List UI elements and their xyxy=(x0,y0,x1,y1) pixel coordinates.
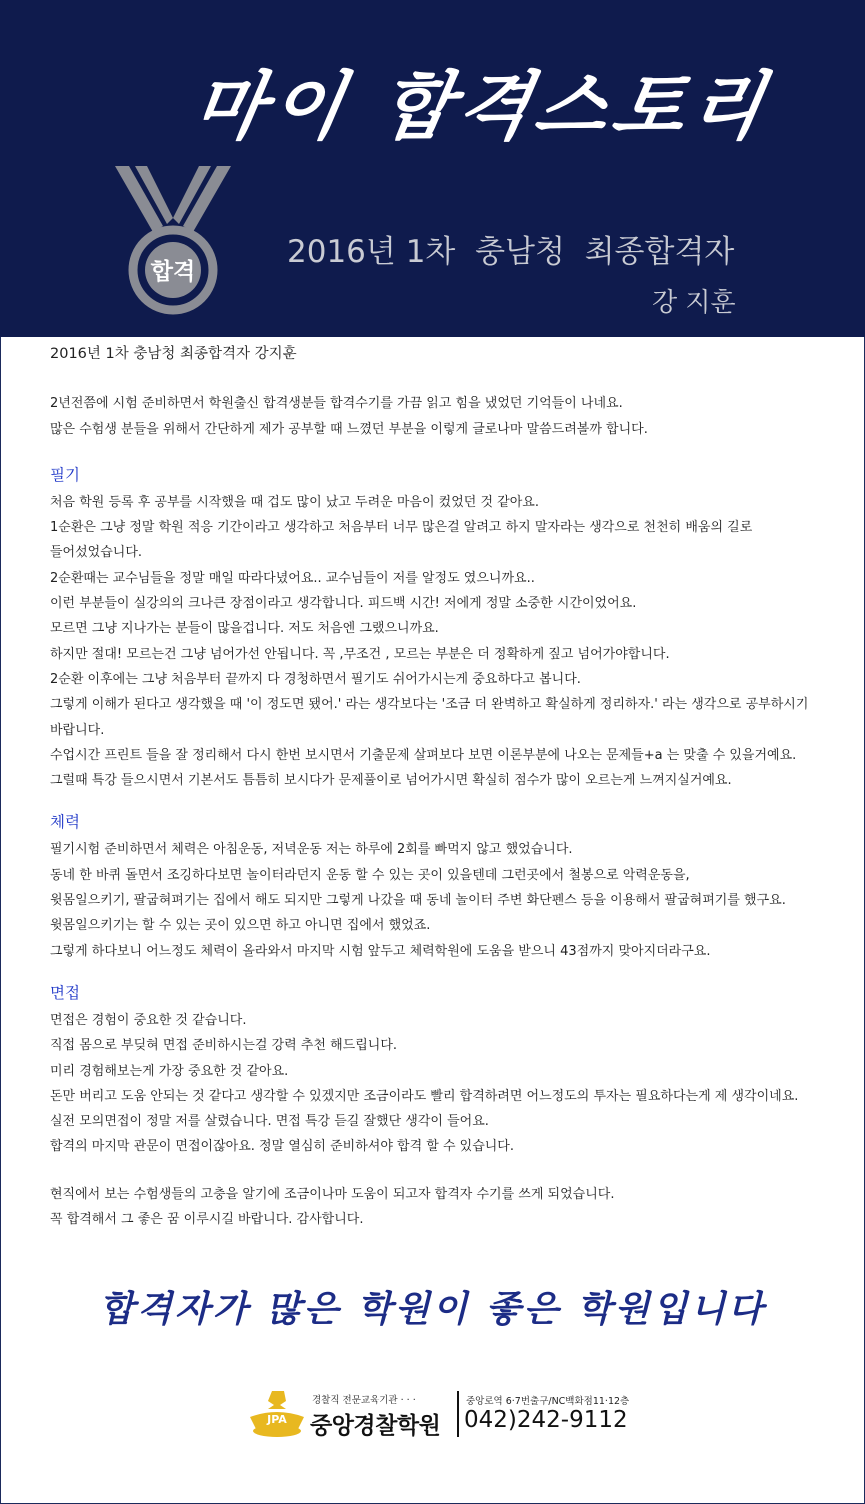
body-line: 면접은 경험이 중요한 것 같습니다. xyxy=(50,1012,247,1028)
calligraphy-title: 마이 합격스토리 xyxy=(186,64,776,150)
body-line: 윗몸일으키기는 할 수 있는 곳이 있으면 하고 아니면 집에서 했었죠. xyxy=(50,918,431,934)
closing-block xyxy=(50,1182,840,1233)
body-line: 1순환은 그냥 정말 학원 적응 기간이라고 생각하고 처음부터 너무 많은걸 알려고 하지 말자라는 생각으로 천천히 배움의 길로 xyxy=(50,520,753,536)
body-line: 동네 한 바퀴 돌면서 조깅하다보면 놀이터라던지 운동 할 수 있는 곳이 있을텐데 그런곳에서 철봉으로 악력운동을, xyxy=(50,867,690,883)
header-subtitle: 2016년 1차 충남청 최종합격자 xyxy=(287,234,735,270)
story-title: 2016년 1차 충남청 최종합격자 강지훈 xyxy=(50,346,297,362)
header-name: 강 지훈 xyxy=(652,288,736,318)
pass-medal-icon xyxy=(115,166,231,316)
academy-badge-icon xyxy=(246,1387,308,1443)
body-line: 2순환 이후에는 그냥 처음부터 끝까지 다 경청하면서 필기도 쉬어가시는게 중요하다고 봅니다. xyxy=(50,671,581,687)
body-line: 들어섰었습니다. xyxy=(50,545,143,561)
body-line: 바랍니다. xyxy=(50,722,105,738)
section-heading-fitness: 체력 xyxy=(50,813,80,832)
section-fitness xyxy=(50,837,840,963)
header-banner xyxy=(0,0,865,337)
closing-line: 현직에서 보는 수험생들의 고충을 알기에 조금이나마 도움이 되고자 합격자 수기를 쓰게 되었습니다. xyxy=(50,1186,615,1202)
body-line: 그럴때 특강 들으시면서 기본서도 틈틈히 보시다가 문제풀이로 넘어가시면 확실히 점수가 많이 오르는게 느껴지실거예요. xyxy=(50,773,732,789)
body-line: 모르면 그냥 지나가는 분들이 많을겁니다. 저도 처음엔 그랬으니까요. xyxy=(50,621,439,637)
section-written xyxy=(50,490,840,794)
body-line: 이런 부분들이 실강의의 크나큰 장점이라고 생각합니다. 피드백 시간! 저에게 정말 소중한 시간이었어요. xyxy=(50,596,637,612)
body-line: 하지만 절대! 모르는건 그냥 넘어가선 안됩니다. 꼭 ,무조건 , 모르는 부분은 더 정확하게 짚고 넘어가야합니다. xyxy=(50,646,670,662)
closing-line: 꼭 합격해서 그 좋은 꿈 이루시길 바랍니다. 감사합니다. xyxy=(50,1212,364,1228)
section-heading-interview: 면접 xyxy=(50,983,80,1002)
intro-line: 많은 수험생 분들을 위해서 간단하게 제가 공부할 때 느꼈던 부분을 이렇게 글로나마 말씀드려볼까 합니다. xyxy=(50,421,648,437)
logo-name: 중앙경찰학원 xyxy=(310,1413,441,1439)
slogan: 합격자가 많은 학원이 좋은 학원입니다 xyxy=(99,1288,766,1330)
medal-label: 합격 xyxy=(150,259,196,285)
body-line: 미리 경험해보는게 가장 중요한 것 같아요. xyxy=(50,1063,289,1079)
body-line: 처음 학원 등록 후 공부를 시작했을 때 겁도 많이 났고 두려운 마음이 컸었던 것 같아요. xyxy=(50,494,539,510)
logo-badge-label: JPA xyxy=(267,1413,287,1426)
body-line: 그렇게 이해가 된다고 생각했을 때 '이 정도면 됐어.' 라는 생각보다는 '조금 더 완벽하고 확실하게 정리하자.' 라는 생각으로 공부하시기 xyxy=(50,697,809,713)
body-line: 돈만 버리고 도움 안되는 것 같다고 생각할 수 있겠지만 조금이라도 빨리 합격하려면 어느정도의 투자는 필요하다는게 제 생각이네요. xyxy=(50,1088,799,1104)
body-line: 윗몸일으키기, 팔굽혀펴기는 집에서 해도 되지만 그렇게 나갔을 때 동네 놀이터 주변 화단펜스 등을 이용해서 팔굽혀펴기를 했구요. xyxy=(50,893,786,909)
body-line: 2순환때는 교수님들을 정말 매일 따라다녔어요.. 교수님들이 저를 알정도 였으니까요.. xyxy=(50,570,535,586)
body-line: 수업시간 프린트 들을 잘 정리해서 다시 한번 보시면서 기출문제 살펴보다 보면 이론부분에 나오는 문제들+a 는 맞출 수 있을거예요. xyxy=(50,747,797,763)
academy-logo[interactable] xyxy=(246,1385,636,1447)
body-line: 그렇게 하다보니 어느정도 체력이 올라와서 마지막 시험 앞두고 체력학원에 도움을 받으니 43점까지 맞아지더라구요. xyxy=(50,943,711,959)
body-line: 직접 몸으로 부딪혀 면접 준비하시는걸 강력 추천 해드립니다. xyxy=(50,1038,398,1054)
logo-address: 중앙로역 6·7번출구/NC백화점11·12층 xyxy=(466,1396,630,1407)
section-interview xyxy=(50,1008,840,1160)
body-line: 실전 모의면접이 정말 저를 살렸습니다. 면접 특강 듣길 잘했단 생각이 들어요. xyxy=(50,1114,489,1130)
intro-line: 2년전쯤에 시험 준비하면서 학원출신 합격생분들 합격수기를 가끔 읽고 힘을 냈었던 기억들이 나네요. xyxy=(50,396,623,412)
section-heading-written: 필기 xyxy=(50,465,80,484)
body-line: 필기시험 준비하면서 체력은 아침운동, 저녁운동 저는 하루에 2회를 빠먹지 않고 했었습니다. xyxy=(50,842,573,858)
logo-phone[interactable]: 042)242-9112 xyxy=(464,1407,628,1433)
logo-tagline: 경찰직 전문교육기관 · · · xyxy=(312,1395,416,1406)
story-body xyxy=(50,342,840,1232)
intro-block xyxy=(50,391,840,442)
body-line: 합격의 마지막 관문이 면접이잖아요. 정말 열심히 준비하셔야 합격 할 수 있습니다. xyxy=(50,1139,515,1155)
logo-divider xyxy=(457,1391,459,1437)
